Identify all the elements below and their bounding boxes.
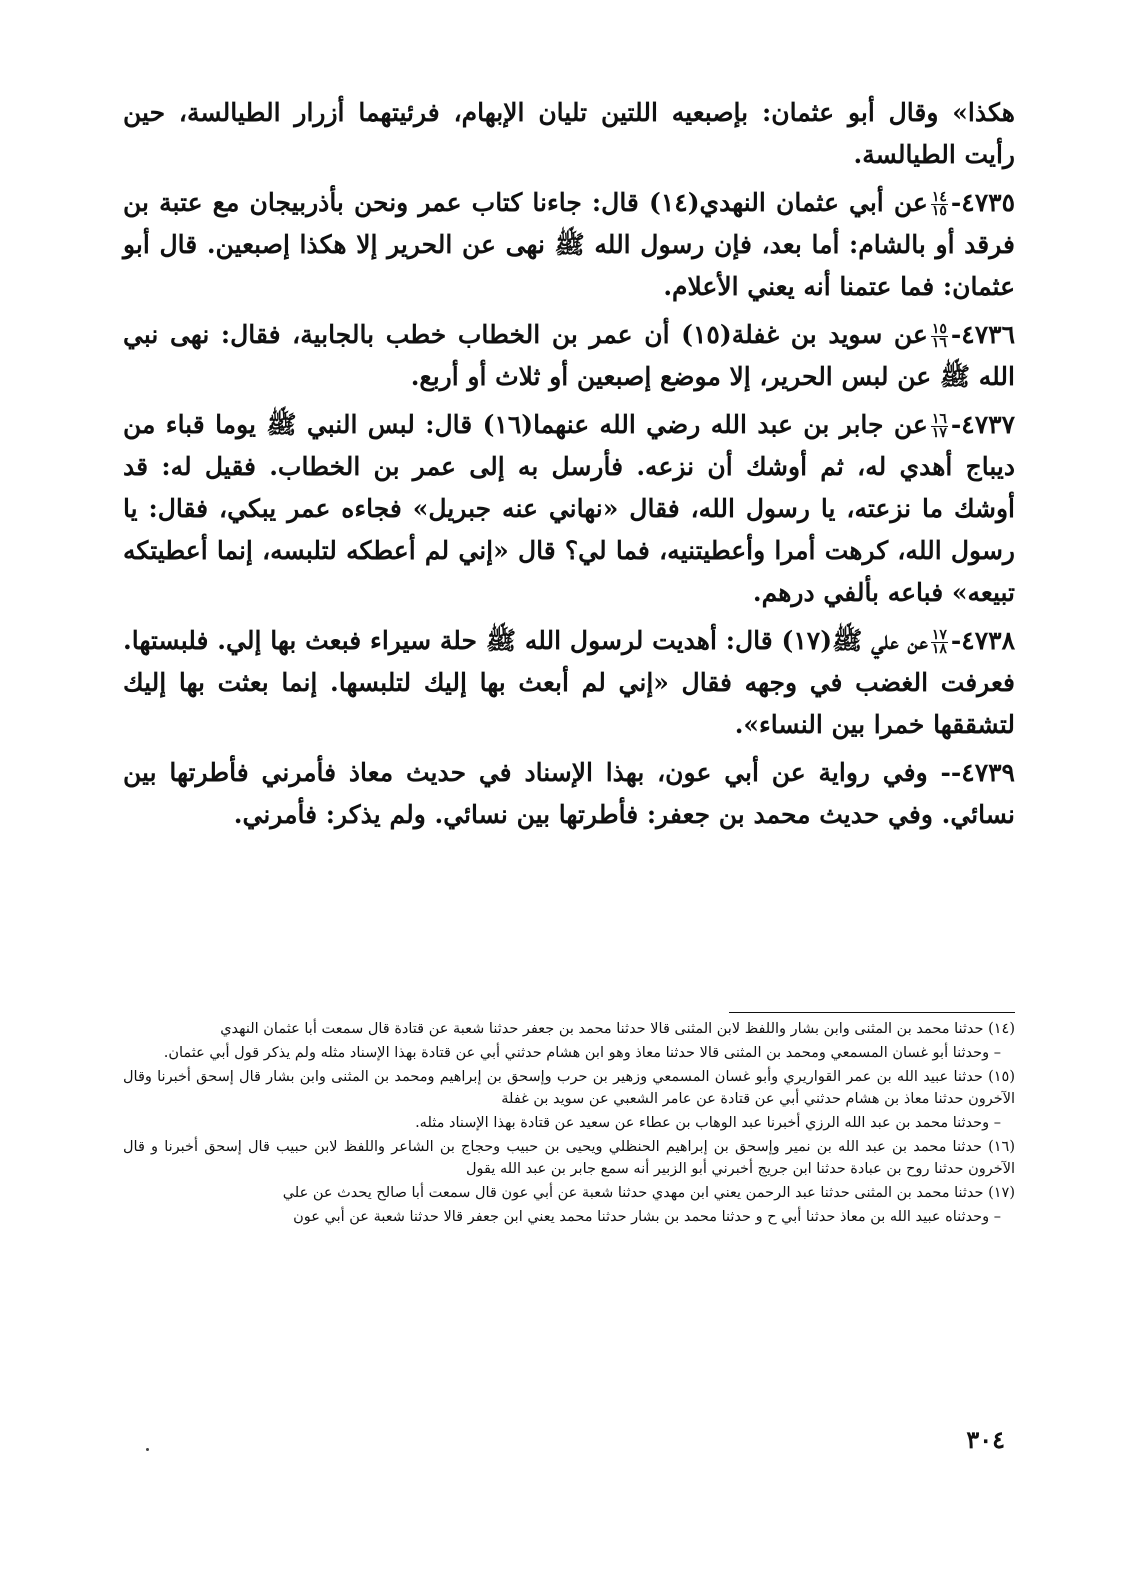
chain-fraction	[931, 413, 948, 440]
hadith-body: عن جابر بن عبد الله رضي الله عنهما(١٦) قال: لبس النبي ﷺ يوما قباء من ديباج أهدي له، ثم أوشك أن نزعه. فأرسل به إلى عمر بن الخطاب. فقيل له: قد أوشك ما نزعته، يا رسول الله، فقال «نهاني عنه جبريل» فجاءه عمر يبكي، فقال: يا رسول الله، كرهت أمرا وأعطيتنيه، فما لي؟ قال «إني لم أعطكه لتلبسه، إنما أعطيتكه تبيعه» فباعه بألفي درهم.	[123, 410, 1015, 607]
hadith-number: ٤٧٣٩--	[940, 758, 1015, 787]
hadith-continuation	[123, 92, 1015, 176]
chain-fraction	[931, 323, 948, 350]
footnotes-block	[123, 1018, 1015, 1230]
hadith-number: ٤٧٣٥-	[950, 188, 1015, 217]
intro-line-1: هكذا» وقال أبو عثمان: بإصبعيه اللتين تليان الإبهام، فرئيتهما أزرار الطيالسة،	[178, 98, 1015, 127]
hadith-4736	[123, 314, 1015, 398]
fraction-bottom: ١٦	[931, 335, 947, 351]
scan-speck	[146, 1448, 149, 1451]
footnote-15: (١٥) حدثنا عبيد الله بن عمر القواريري وأبو غسان المسمعي وزهير بن حرب وإسحق بن إبراهيم ومحمد بن المثنى وابن بشار قال إسحق أخبرنا وقال الآخرون حدثنا معاذ بن هشام حدثني أبي عن قتادة عن عامر الشعبي عن سويد بن غفلة	[123, 1069, 1015, 1107]
fraction-top: ١٧	[931, 627, 947, 643]
chain-fraction	[931, 629, 948, 656]
hadith-body: عن علي ﷺ(١٧) قال: أهديت لرسول الله ﷺ حلة سيراء فبعث بها إلي. فلبستها. فعرفت الغضب في وجهه فقال «إني لم أبعث بها إليك لتلبسها. إنما بعثت بها إليك لتشققها خمرا بين النساء».	[123, 626, 1015, 739]
hadith-number: ٤٧٣٧-	[950, 410, 1015, 439]
footnote-17: (١٧) حدثنا محمد بن المثنى حدثنا عبد الرحمن يعني ابن مهدي حدثنا شعبة عن أبي عون قال سمعت أبا صالح يحدث عن علي	[282, 1185, 1015, 1201]
hadith-body: عن سويد بن غفلة(١٥) أن عمر بن الخطاب خطب بالجابية، فقال: نهى نبي الله ﷺ عن لبس الحرير، إلا موضع إصبعين أو ثلاث أو أربع.	[123, 320, 1015, 391]
hadith-4735	[123, 182, 1015, 308]
footnote-14: (١٤) حدثنا محمد بن المثنى وابن بشار واللفظ لابن المثنى قالا حدثنا محمد بن جعفر حدثنا شعبة عن قتادة قال سمعت أبا عثمان النهدي	[220, 1021, 1015, 1037]
hadith-number: ٤٧٣٨-	[950, 626, 1015, 655]
fraction-bottom: ١٨	[931, 641, 947, 657]
fraction-bottom: ١٧	[931, 425, 947, 441]
footnote-15-variant: – وحدثنا محمد بن عبد الله الرزي أخبرنا عبد الوهاب بن عطاء عن سعيد عن قتادة بهذا الإسناد مثله.	[415, 1115, 1001, 1131]
footnote-17-variant: – وحدثناه عبيد الله بن معاذ حدثنا أبي ح و حدثنا محمد بن بشار حدثنا محمد يعني ابن جعفر قالا حدثنا شعبة عن أبي عون	[293, 1209, 1001, 1225]
chain-fraction	[931, 191, 948, 218]
hadith-4738	[123, 620, 1015, 746]
hadith-4737	[123, 404, 1015, 614]
hadith-text-block	[123, 92, 1015, 842]
footnote-16: (١٦) حدثنا محمد بن عبد الله بن نمير وإسحق بن إبراهيم الحنظلي ويحيى بن حبيب وحجاج بن الشاعر واللفظ لابن حبيب قال إسحق أخبرنا و قال الآخرون حدثنا روح بن عبادة حدثنا ابن جريج أخبرني أبو الزبير أنه سمع جابر بن عبد الله يقول	[123, 1139, 1015, 1177]
hadith-body: عن أبي عثمان النهدي(١٤) قال: جاءنا كتاب عمر ونحن بأذربيجان مع عتبة بن فرقد أو بالشام: أما بعد، فإن رسول الله ﷺ نهى عن الحرير إلا هكذا إصبعين. قال أبو عثمان: فما عتمنا أنه يعني الأعلام.	[123, 188, 1015, 301]
fraction-top: ١٦	[931, 411, 947, 427]
footnote-divider	[729, 1012, 1015, 1013]
hadith-body: وفي رواية عن أبي عون، بهذا الإسناد في حديث معاذ فأمرني فأطرتها بين نسائي. وفي حديث محمد بن جعفر: فأطرتها بين نسائي. ولم يذكر: فأمرني.	[123, 758, 1015, 829]
fraction-top: ١٤	[931, 189, 947, 205]
fraction-top: ١٥	[931, 321, 947, 337]
hadith-4739	[123, 752, 1015, 836]
page-number: ٣٠٤	[966, 1425, 1005, 1454]
fraction-bottom: ١٥	[931, 203, 947, 219]
footnote-14-variant: – وحدثنا أبو غسان المسمعي ومحمد بن المثنى قالا حدثنا معاذ وهو ابن هشام حدثني أبي عن قتادة بهذا الإسناد مثله ولم يذكر قول أبي عثمان.	[163, 1045, 1001, 1061]
intro-line-2: حين رأيت الطيالسة.	[123, 98, 1015, 169]
hadith-number: ٤٧٣٦-	[950, 320, 1016, 349]
